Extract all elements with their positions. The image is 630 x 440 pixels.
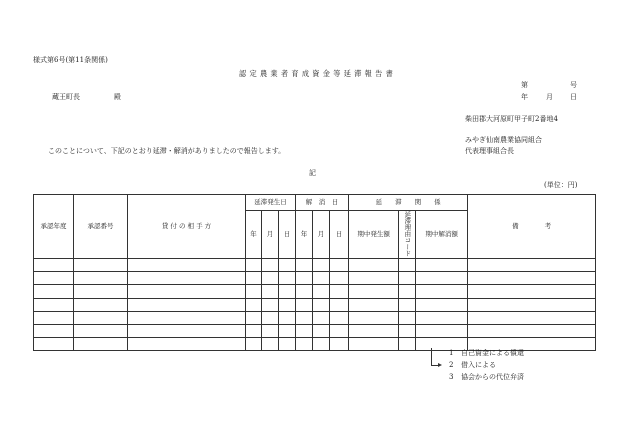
header-approval-number: 承認番号 bbox=[74, 195, 128, 259]
form-number: 様式第6号(第11条関係) bbox=[33, 56, 108, 64]
header-resolve-month: 月 bbox=[313, 211, 330, 259]
header-delinq-day: 日 bbox=[279, 211, 296, 259]
table-cell[interactable] bbox=[246, 259, 262, 272]
table-cell[interactable] bbox=[416, 311, 468, 324]
table-cell[interactable] bbox=[468, 324, 596, 337]
delinquency-table bbox=[33, 194, 596, 351]
table-cell[interactable] bbox=[313, 311, 330, 324]
table-row bbox=[34, 272, 596, 285]
document-title: 認 定 農 業 者 育 成 資 金 等 延 滞 報 告 書 bbox=[239, 69, 394, 78]
legend-arrow-line bbox=[431, 365, 438, 366]
number-suffix: 号 bbox=[570, 81, 577, 89]
table-cell[interactable] bbox=[128, 338, 246, 351]
table-cell[interactable] bbox=[74, 259, 128, 272]
header-amount-occurred: 期中発生額 bbox=[349, 211, 399, 259]
table-cell[interactable] bbox=[246, 324, 262, 337]
header-reason-code: 延滞理由コード bbox=[399, 211, 416, 259]
table-cell[interactable] bbox=[330, 324, 349, 337]
sender-representative: 代表理事組合長 bbox=[465, 147, 514, 155]
table-cell[interactable] bbox=[296, 324, 313, 337]
table-cell[interactable] bbox=[416, 324, 468, 337]
table-row bbox=[34, 324, 596, 337]
table-cell[interactable] bbox=[246, 285, 262, 298]
ki-heading: 記 bbox=[309, 169, 316, 177]
legend-bracket bbox=[431, 348, 432, 365]
table-cell[interactable] bbox=[34, 324, 74, 337]
table-cell[interactable] bbox=[262, 338, 279, 351]
table-cell[interactable] bbox=[279, 272, 296, 285]
table-cell[interactable] bbox=[399, 298, 416, 311]
date-year: 年 bbox=[521, 93, 528, 101]
table-row bbox=[34, 311, 596, 324]
recipient-name: 蔵王町長 bbox=[52, 93, 80, 101]
table-cell[interactable] bbox=[313, 285, 330, 298]
report-statement: このことについて、下記のとおり延滞・解消がありましたので報告します。 bbox=[48, 147, 286, 155]
legend-item-2-num: 2 bbox=[449, 361, 454, 369]
table-cell[interactable] bbox=[279, 259, 296, 272]
table-cell[interactable] bbox=[330, 259, 349, 272]
table-cell[interactable] bbox=[399, 338, 416, 351]
table-cell[interactable] bbox=[330, 285, 349, 298]
table-cell[interactable] bbox=[468, 259, 596, 272]
table-cell[interactable] bbox=[468, 311, 596, 324]
sender-address: 柴田郡大河原町甲子町2番地4 bbox=[465, 115, 558, 123]
table-cell[interactable] bbox=[296, 272, 313, 285]
table-cell[interactable] bbox=[34, 338, 74, 351]
table-cell[interactable] bbox=[34, 259, 74, 272]
table-cell[interactable] bbox=[330, 298, 349, 311]
table-cell[interactable] bbox=[34, 285, 74, 298]
unit-label: (単位：円) bbox=[544, 181, 578, 189]
table-cell[interactable] bbox=[468, 298, 596, 311]
header-loan-partner: 貸 付 の 相 手 方 bbox=[128, 195, 246, 259]
table-cell[interactable] bbox=[246, 338, 262, 351]
header-resolve-year: 年 bbox=[296, 211, 313, 259]
table-cell[interactable] bbox=[246, 311, 262, 324]
header-approval-year: 承認年度 bbox=[34, 195, 74, 259]
table-cell[interactable] bbox=[279, 298, 296, 311]
header-resolve-day: 日 bbox=[330, 211, 349, 259]
legend-item-1-text: 自己資金による償還 bbox=[461, 349, 524, 357]
table-cell[interactable] bbox=[296, 298, 313, 311]
legend-item-3-text: 協会からの代位弁済 bbox=[461, 373, 524, 381]
table-row bbox=[34, 259, 596, 272]
table-cell[interactable] bbox=[128, 259, 246, 272]
sender-organization: みやぎ仙南農業協同組合 bbox=[465, 136, 542, 144]
table-cell[interactable] bbox=[416, 285, 468, 298]
header-delinq-year: 年 bbox=[246, 211, 262, 259]
recipient-honorific: 殿 bbox=[114, 93, 121, 101]
table-cell[interactable] bbox=[296, 285, 313, 298]
table-cell[interactable] bbox=[399, 285, 416, 298]
table-cell[interactable] bbox=[468, 272, 596, 285]
table-cell[interactable] bbox=[34, 311, 74, 324]
table-cell[interactable] bbox=[279, 338, 296, 351]
table-cell[interactable] bbox=[416, 298, 468, 311]
table-cell[interactable] bbox=[349, 311, 399, 324]
table-cell[interactable] bbox=[74, 311, 128, 324]
table-cell[interactable] bbox=[128, 311, 246, 324]
table-cell[interactable] bbox=[128, 285, 246, 298]
table-cell[interactable] bbox=[296, 259, 313, 272]
table-cell[interactable] bbox=[262, 298, 279, 311]
table-cell[interactable] bbox=[330, 272, 349, 285]
table-cell[interactable] bbox=[349, 324, 399, 337]
table-cell[interactable] bbox=[74, 324, 128, 337]
table-cell[interactable] bbox=[246, 272, 262, 285]
table-row bbox=[34, 285, 596, 298]
table-cell[interactable] bbox=[349, 272, 399, 285]
table-cell[interactable] bbox=[74, 285, 128, 298]
date-month: 月 bbox=[546, 93, 553, 101]
header-delinquency-date: 延滞発生日 bbox=[246, 195, 296, 211]
header-amount-resolved: 期中解消額 bbox=[416, 211, 468, 259]
table-cell[interactable] bbox=[416, 338, 468, 351]
table-cell[interactable] bbox=[262, 259, 279, 272]
table-cell[interactable] bbox=[349, 298, 399, 311]
table-cell[interactable] bbox=[262, 285, 279, 298]
table-cell[interactable] bbox=[74, 338, 128, 351]
table-cell[interactable] bbox=[330, 311, 349, 324]
header-remarks: 備 考 bbox=[468, 195, 596, 259]
table-cell[interactable] bbox=[399, 259, 416, 272]
table-cell[interactable] bbox=[34, 272, 74, 285]
table-cell[interactable] bbox=[279, 285, 296, 298]
table-cell[interactable] bbox=[128, 298, 246, 311]
table-row bbox=[34, 298, 596, 311]
table-cell[interactable] bbox=[313, 338, 330, 351]
table-cell[interactable] bbox=[349, 338, 399, 351]
table-cell[interactable] bbox=[128, 324, 246, 337]
legend-arrow-icon bbox=[438, 363, 442, 367]
date-day: 日 bbox=[570, 93, 577, 101]
number-prefix: 第 bbox=[521, 81, 528, 89]
table-cell[interactable] bbox=[330, 338, 349, 351]
table-cell[interactable] bbox=[349, 285, 399, 298]
table-cell[interactable] bbox=[399, 311, 416, 324]
table-cell[interactable] bbox=[416, 259, 468, 272]
table-cell[interactable] bbox=[128, 272, 246, 285]
table-cell[interactable] bbox=[296, 311, 313, 324]
header-delinq-month: 月 bbox=[262, 211, 279, 259]
table-cell[interactable] bbox=[313, 272, 330, 285]
table-cell[interactable] bbox=[468, 285, 596, 298]
table-cell[interactable] bbox=[262, 324, 279, 337]
table-cell[interactable] bbox=[313, 324, 330, 337]
table-cell[interactable] bbox=[399, 272, 416, 285]
table-cell[interactable] bbox=[416, 272, 468, 285]
legend-item-1-num: 1 bbox=[449, 349, 454, 357]
table-cell[interactable] bbox=[74, 272, 128, 285]
table-cell[interactable] bbox=[279, 311, 296, 324]
table-cell[interactable] bbox=[296, 338, 313, 351]
table-cell[interactable] bbox=[262, 272, 279, 285]
legend-item-2-text: 借入による bbox=[461, 361, 496, 369]
legend-item-3-num: 3 bbox=[449, 373, 454, 381]
table-cell[interactable] bbox=[74, 298, 128, 311]
table-cell[interactable] bbox=[313, 298, 330, 311]
table-cell[interactable] bbox=[279, 324, 296, 337]
table-cell[interactable] bbox=[313, 259, 330, 272]
header-delinquency-related: 延 滞 関 係 bbox=[349, 195, 468, 211]
table-cell[interactable] bbox=[246, 298, 262, 311]
table-cell[interactable] bbox=[349, 259, 399, 272]
table-cell[interactable] bbox=[262, 311, 279, 324]
header-resolution-date: 解 消 日 bbox=[296, 195, 349, 211]
table-cell[interactable] bbox=[34, 298, 74, 311]
table-cell[interactable] bbox=[399, 324, 416, 337]
